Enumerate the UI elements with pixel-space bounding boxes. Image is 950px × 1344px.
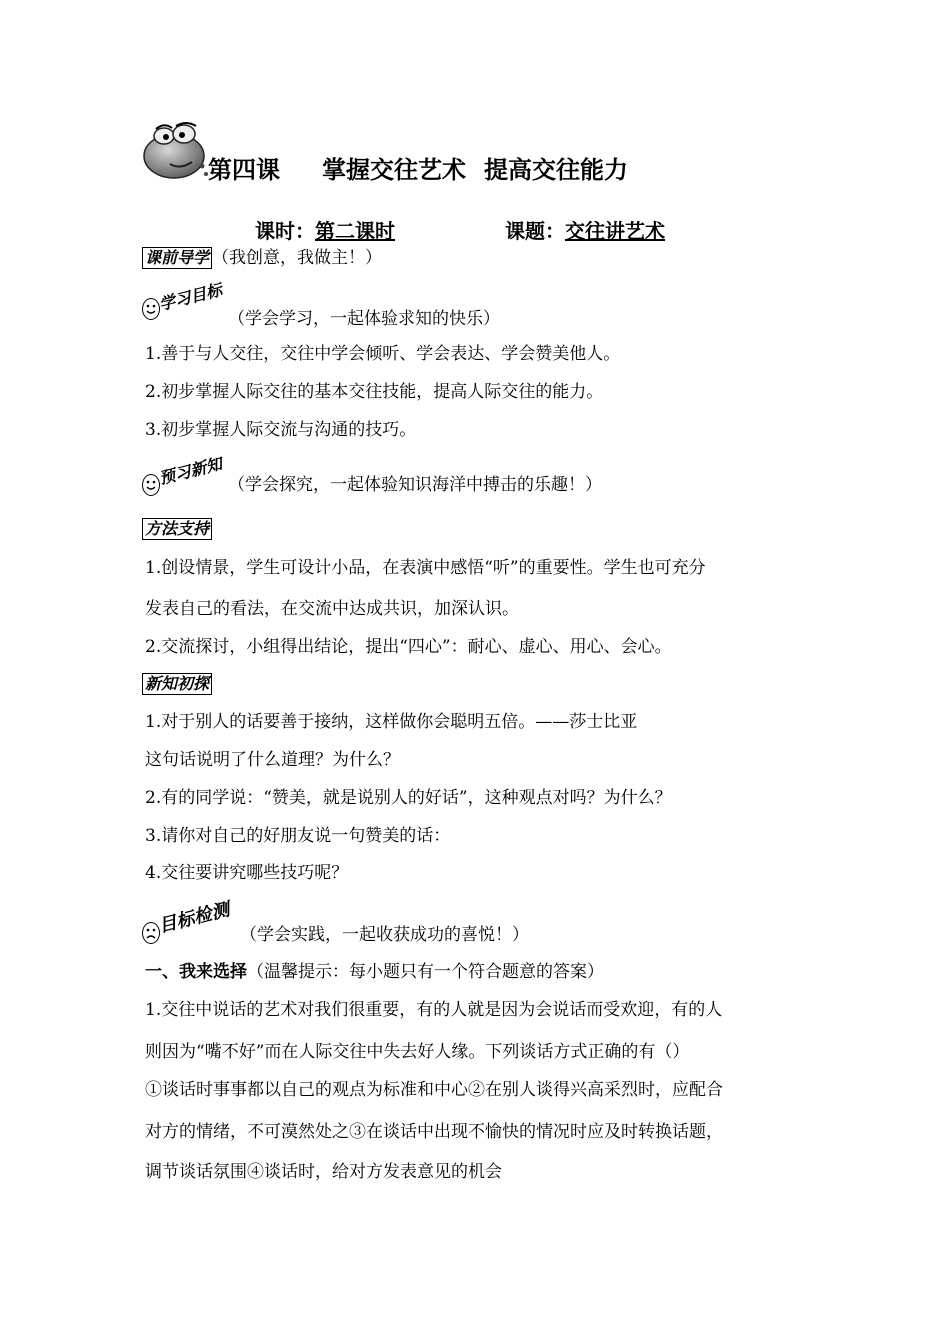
preview-note: （学会探究，一起体验知识海洋中搏击的乐趣！） (228, 475, 602, 495)
topic-info (505, 215, 665, 244)
choice-hint: （温馨提示：每小题只有一个符合题意的答案） (247, 962, 604, 982)
goal-item-2: 2.初步掌握人际交往的基本交往技能，提高人际交往的能力。 (145, 382, 604, 402)
method-heading (142, 518, 212, 540)
method-line-3: 2.交流探讨，小组得出结论，提出“四心”：耐心、虚心、用心、会心。 (145, 637, 672, 657)
check-note: （学会实践，一起收获成功的喜悦！） (240, 925, 529, 945)
preview-label: 预习新知 (157, 454, 224, 489)
goals-heading (142, 280, 642, 330)
method-line-1: 1.创设情景，学生可设计小品，在表演中感悟“听”的重要性。学生也可充分 (145, 558, 706, 578)
smiley-sad-icon (142, 922, 160, 944)
goals-note: （学会学习，一起体验求知的快乐） (228, 309, 500, 329)
lesson-number: 第四课 (208, 156, 280, 184)
lesson-title-part2: 提高交往能力 (484, 156, 628, 184)
lesson-title-block (140, 118, 740, 188)
lesson-title (208, 150, 628, 185)
lesson-title-part1: 掌握交往艺术 (322, 156, 466, 184)
smiley-happy-icon (142, 298, 160, 320)
question-line-5: 调节谈话氛围④谈话时，给对方发表意见的机会 (145, 1162, 502, 1182)
goal-item-3: 3.初步掌握人际交流与沟通的技巧。 (145, 420, 417, 440)
smiley-happy-icon (142, 474, 160, 496)
method-label: 方法支持 (142, 518, 212, 540)
period-value: 第二课时 (315, 219, 395, 243)
question-line-1: 1.交往中说话的艺术对我们很重要，有的人就是因为会说话而受欢迎，有的人 (145, 1000, 723, 1020)
cartoon-face-icon (140, 118, 212, 182)
check-heading (142, 900, 662, 950)
pre-study-label: 课前导学 (142, 247, 212, 269)
explore-line-2: 这句话说明了什么道理？为什么？ (145, 750, 400, 770)
explore-line-4: 3.请你对自己的好朋友说一句赞美的话： (145, 826, 451, 846)
explore-heading (142, 673, 212, 695)
topic-label: 课题： (505, 219, 565, 243)
goal-item-1: 1.善于与人交往，交往中学会倾听、学会表达、学会赞美他人。 (145, 344, 621, 364)
method-line-2: 发表自己的看法，在交流中达成共识，加深认识。 (145, 599, 519, 619)
goals-label: 学习目标 (157, 280, 224, 315)
question-line-3: ①谈话时事事都以自己的观点为标准和中心②在别人谈得兴高采烈时，应配合 (145, 1080, 723, 1100)
choice-heading (145, 960, 604, 984)
period-info (255, 215, 395, 244)
topic-value: 交往讲艺术 (565, 219, 665, 243)
check-label: 目标检测 (156, 899, 232, 938)
choice-heading-label: 一、我来选择 (145, 962, 247, 982)
explore-line-5: 4.交往要讲究哪些技巧呢？ (145, 863, 349, 883)
pre-study-note: （我创意，我做主！） (212, 248, 383, 268)
explore-line-1: 1.对于别人的话要善于接纳，这样做你会聪明五倍。——莎士比亚 (145, 712, 638, 732)
period-label: 课时： (255, 219, 315, 243)
explore-line-3: 2.有的同学说：“赞美，就是说别人的好话”，这种观点对吗？为什么？ (145, 788, 672, 808)
question-line-4: 对方的情绪，不可漠然处之③在谈话中出现不愉快的情况时应及时转换话题， (145, 1122, 723, 1142)
pre-study-heading (142, 243, 382, 269)
preview-heading (142, 454, 662, 498)
explore-label: 新知初探 (142, 673, 212, 695)
question-line-2: 则因为“嘴不好”而在人际交往中失去好人缘。下列谈话方式正确的有（） (145, 1042, 690, 1062)
